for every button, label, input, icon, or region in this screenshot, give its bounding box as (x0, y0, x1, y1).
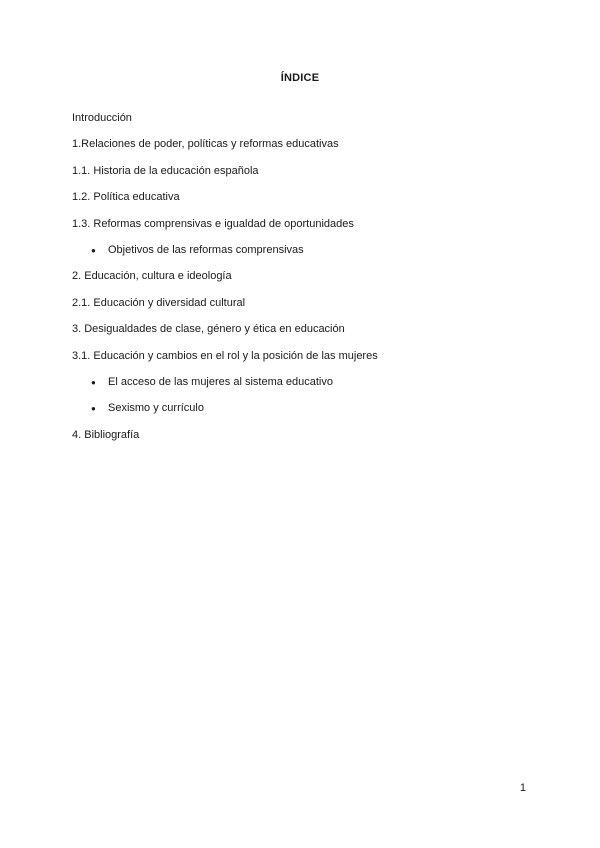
toc-entry-label: Sexismo y currículo (108, 402, 204, 415)
toc-subentry (72, 375, 542, 401)
toc-entry-label: 4. Bibliografía (72, 428, 140, 441)
toc-entry (72, 269, 542, 295)
page-number: 1 (519, 782, 526, 794)
toc-entry-label: 1.Relaciones de poder, políticas y reformas educativas (72, 138, 339, 151)
toc-entry (72, 349, 542, 375)
toc-entry-label: 3.1. Educación y cambios en el rol y la posición de las mujeres (72, 349, 378, 362)
toc-entry-label: 3. Desigualdades de clase, género y ética en educación (72, 323, 345, 336)
table-of-contents (72, 111, 542, 454)
toc-subentry (72, 401, 542, 427)
toc-entry-label: 1.1. Historia de la educación española (72, 164, 259, 177)
toc-entry (72, 137, 542, 163)
toc-entry-label: Objetivos de las reformas comprensivas (108, 243, 304, 256)
bullet-icon: ● (91, 377, 96, 387)
bullet-icon: ● (91, 245, 96, 255)
bullet-icon: ● (91, 404, 96, 414)
toc-entry (72, 296, 542, 322)
toc-entry-label: 2. Educación, cultura e ideología (72, 270, 232, 283)
toc-entry (72, 164, 542, 190)
toc-entry-label: 1.3. Reformas comprensivas e igualdad de oportunidades (72, 217, 354, 230)
toc-entry-label: Introducción (72, 112, 132, 124)
toc-entry (72, 190, 542, 216)
toc-entry (72, 322, 542, 348)
toc-subentry (72, 243, 542, 269)
toc-entry-label: El acceso de las mujeres al sistema educativo (108, 375, 333, 388)
page-title: ÍNDICE (280, 72, 320, 84)
toc-entry (72, 111, 542, 137)
toc-entry-label: 2.1. Educación y diversidad cultural (72, 296, 246, 309)
toc-entry (72, 217, 542, 243)
toc-entry (72, 428, 542, 454)
toc-entry-label: 1.2. Política educativa (72, 191, 180, 204)
